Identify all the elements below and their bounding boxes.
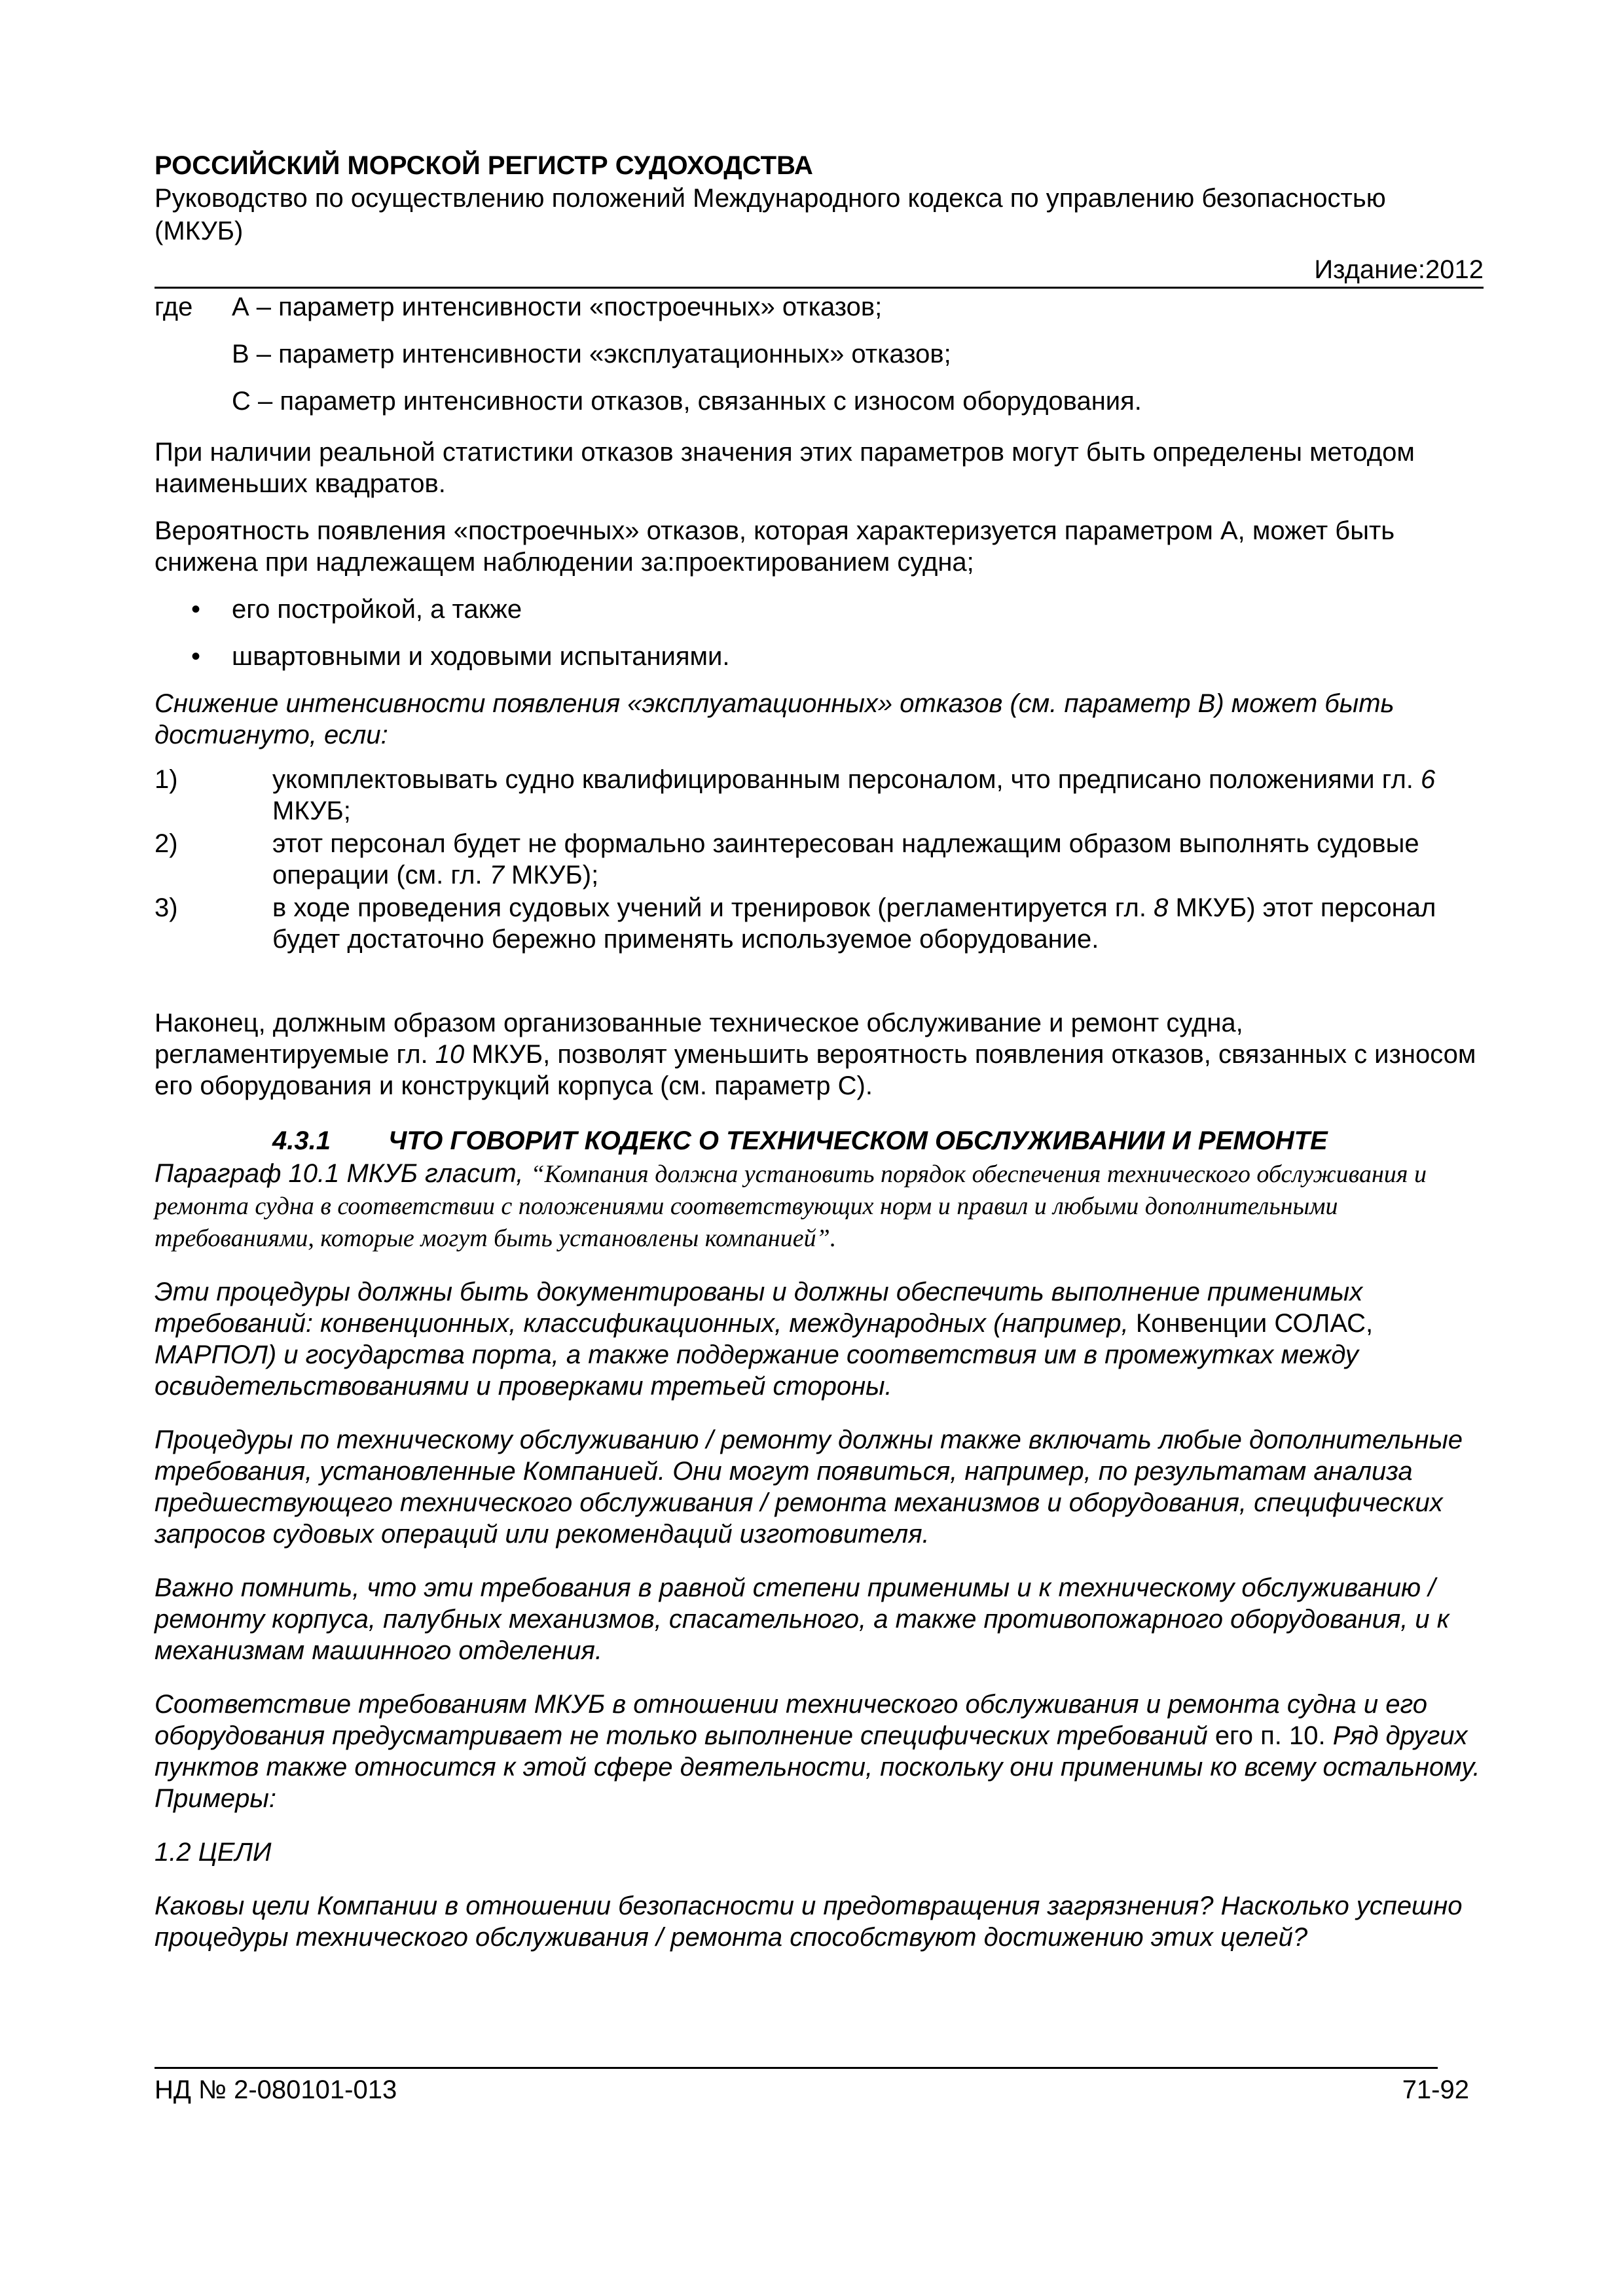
bullet-text: швартовными и ходовыми испытаниями. [232, 642, 730, 671]
paragraph-operational-failures: Снижение интенсивности появления «эксплуатационных» отказов (см. параметр В) может быть достигнуто, если: [155, 689, 1395, 749]
paragraph-compliance [155, 1689, 1484, 1814]
footer-doc-number: НД № 2-080101-013 [155, 2075, 397, 2104]
paragraph-goals-question: Каковы цели Компании в отношении безопасности и предотвращения загрязнения? Насколько успешно процедуры технического обслуживания / ремонта способствуют достижению этих целей? [155, 1892, 1463, 1952]
bullet-item [155, 641, 1484, 672]
header-subtitle-line1: Руководство по осуществлению положений Международного кодекса по управлению безопасностью [155, 184, 1386, 213]
paragraph-applicability: Важно помнить, что эти требования в равной степени применимы и к техническому обслуживанию / ремонту корпуса, палубных механизмов, спасательного, а также противопожарного оборудования, и к механизмам машинного отделения. [155, 1573, 1450, 1665]
text-segment: МКУБ) этот персонал будет достаточно бережно применять используемое оборудование. [272, 893, 1436, 954]
footer-page-number: 71-92 [1402, 2075, 1469, 2104]
numbered-item [155, 892, 1484, 955]
numbered-item-marker: 3) [155, 893, 178, 922]
text-segment: МАРПОЛ) и государства порта, а также поддержание соответствия им в промежутках между освидетельствованиями и проверками третьей стороны. [155, 1340, 1359, 1401]
definition-b: В – параметр интенсивности «эксплуатационных» отказов; [232, 340, 951, 368]
quote-lead: Параграф 10.1 МКУБ гласит, [155, 1159, 531, 1188]
header-divider [155, 287, 1484, 289]
paragraph-maintenance-repair [155, 1007, 1484, 1102]
text-segment: МКУБ; [272, 797, 351, 825]
numbered-item-text [272, 892, 1484, 955]
paragraph-procedures-documented [155, 1276, 1484, 1402]
text-segment: МКУБ, позволят уменьшить вероятность появления отказов, связанных с износом его оборудования и конструкций корпуса (см. параметр С). [155, 1040, 1476, 1100]
text-segment: Эти процедуры должны быть документированы и должны обеспечить выполнение применимых требований: конвенционных, классификационных, международных (например, [155, 1278, 1363, 1338]
document-header [155, 149, 1484, 289]
text-segment: укомплектовывать судно квалифицированным персоналом, что предписано положениями гл. [272, 765, 1421, 794]
bullet-text: его постройкой, а также [232, 595, 522, 624]
section-title: ЧТО ГОВОРИТ КОДЕКС О ТЕХНИЧЕСКОМ ОБСЛУЖИВАНИИ И РЕМОНТЕ [388, 1126, 1328, 1155]
numbered-item [155, 764, 1484, 827]
chapter-ref: 8 [1154, 893, 1169, 922]
text-segment: его п. 10. [1214, 1721, 1326, 1750]
bullet-icon: • [191, 642, 201, 671]
chapter-ref: 7 [489, 861, 504, 889]
bullet-list [155, 594, 1484, 672]
page-content [155, 149, 1484, 1953]
text-segment: этот персонал будет не формально заинтересован надлежащим образом выполнять судовые операции (см. гл. [272, 829, 1419, 889]
paragraph-additional-requirements: Процедуры по техническому обслуживанию / ремонту должны также включать любые дополнительные требования, установленные Компанией. Они могут появиться, например, по результатам анализа предшествующего технического обслуживания / ремонта механизмов и оборудования, специфических запросов судовых операций или рекомендаций изготовителя. [155, 1426, 1463, 1549]
header-subtitle-line2: (МКУБ) [155, 217, 244, 245]
numbered-item-marker: 2) [155, 829, 178, 858]
bullet-item [155, 594, 1484, 625]
header-edition: Издание:2012 [1314, 255, 1484, 284]
text-segment: Конвенции СОЛАС, [1135, 1309, 1374, 1338]
text-segment: Ряд других пунктов также относится к этой сфере деятельности, поскольку они применимы ко всему остальному. Примеры: [155, 1721, 1480, 1813]
text-segment: МКУБ); [503, 861, 599, 889]
where-label: где [155, 293, 193, 321]
numbered-item-marker: 1) [155, 765, 178, 794]
numbered-item [155, 828, 1484, 891]
section-number: 4.3.1 [272, 1126, 331, 1155]
footer-divider [155, 2067, 1438, 2069]
footer-row [155, 2074, 1469, 2106]
paragraph-goals-heading: 1.2 ЦЕЛИ [155, 1838, 272, 1867]
header-subtitle [155, 182, 1484, 247]
paragraph-code-quote [155, 1158, 1484, 1254]
section-heading [155, 1125, 1484, 1157]
chapter-ref: 10 [435, 1040, 465, 1069]
code-quote: “Компания должна установить порядок обеспечения технического обслуживания и ремонта судна в соответствии с положениями соответствующих норм и правил и любыми дополнительными требованиями, которые могут быть установлены компанией”. [155, 1160, 1427, 1252]
numbered-item-text [272, 828, 1484, 891]
text-segment: Соответствие требованиям МКУБ в отношении технического обслуживания и ремонта судна и его оборудования предусматривает не только выполнение специфических требований [155, 1690, 1428, 1750]
parameter-definitions [155, 291, 1484, 417]
document-footer [155, 2067, 1469, 2106]
text-segment: Наконец, должным образом организованные техническое обслуживание и ремонт судна, регламентируемые гл. [155, 1009, 1243, 1069]
header-title: РОССИЙСКИЙ МОРСКОЙ РЕГИСТР СУДОХОДСТВА [155, 151, 813, 180]
paragraph-construction-failures: Вероятность появления «построечных» отказов, которая характеризуется параметром А, может быть снижена при надлежащем наблюдении за:проектированием судна; [155, 516, 1395, 577]
numbered-list [155, 764, 1484, 955]
definition-a: А – параметр интенсивности «построечных» отказов; [232, 293, 883, 321]
numbered-item-text [272, 764, 1484, 827]
definition-c: С – параметр интенсивности отказов, связанных с износом оборудования. [232, 387, 1142, 416]
bullet-icon: • [191, 595, 201, 624]
definition-a-row [155, 291, 1484, 323]
paragraph-statistics: При наличии реальной статистики отказов значения этих параметров могут быть определены методом наименьших квадратов. [155, 438, 1415, 498]
text-segment: в ходе проведения судовых учений и тренировок (регламентируется гл. [272, 893, 1154, 922]
chapter-ref: 6 [1421, 765, 1436, 794]
